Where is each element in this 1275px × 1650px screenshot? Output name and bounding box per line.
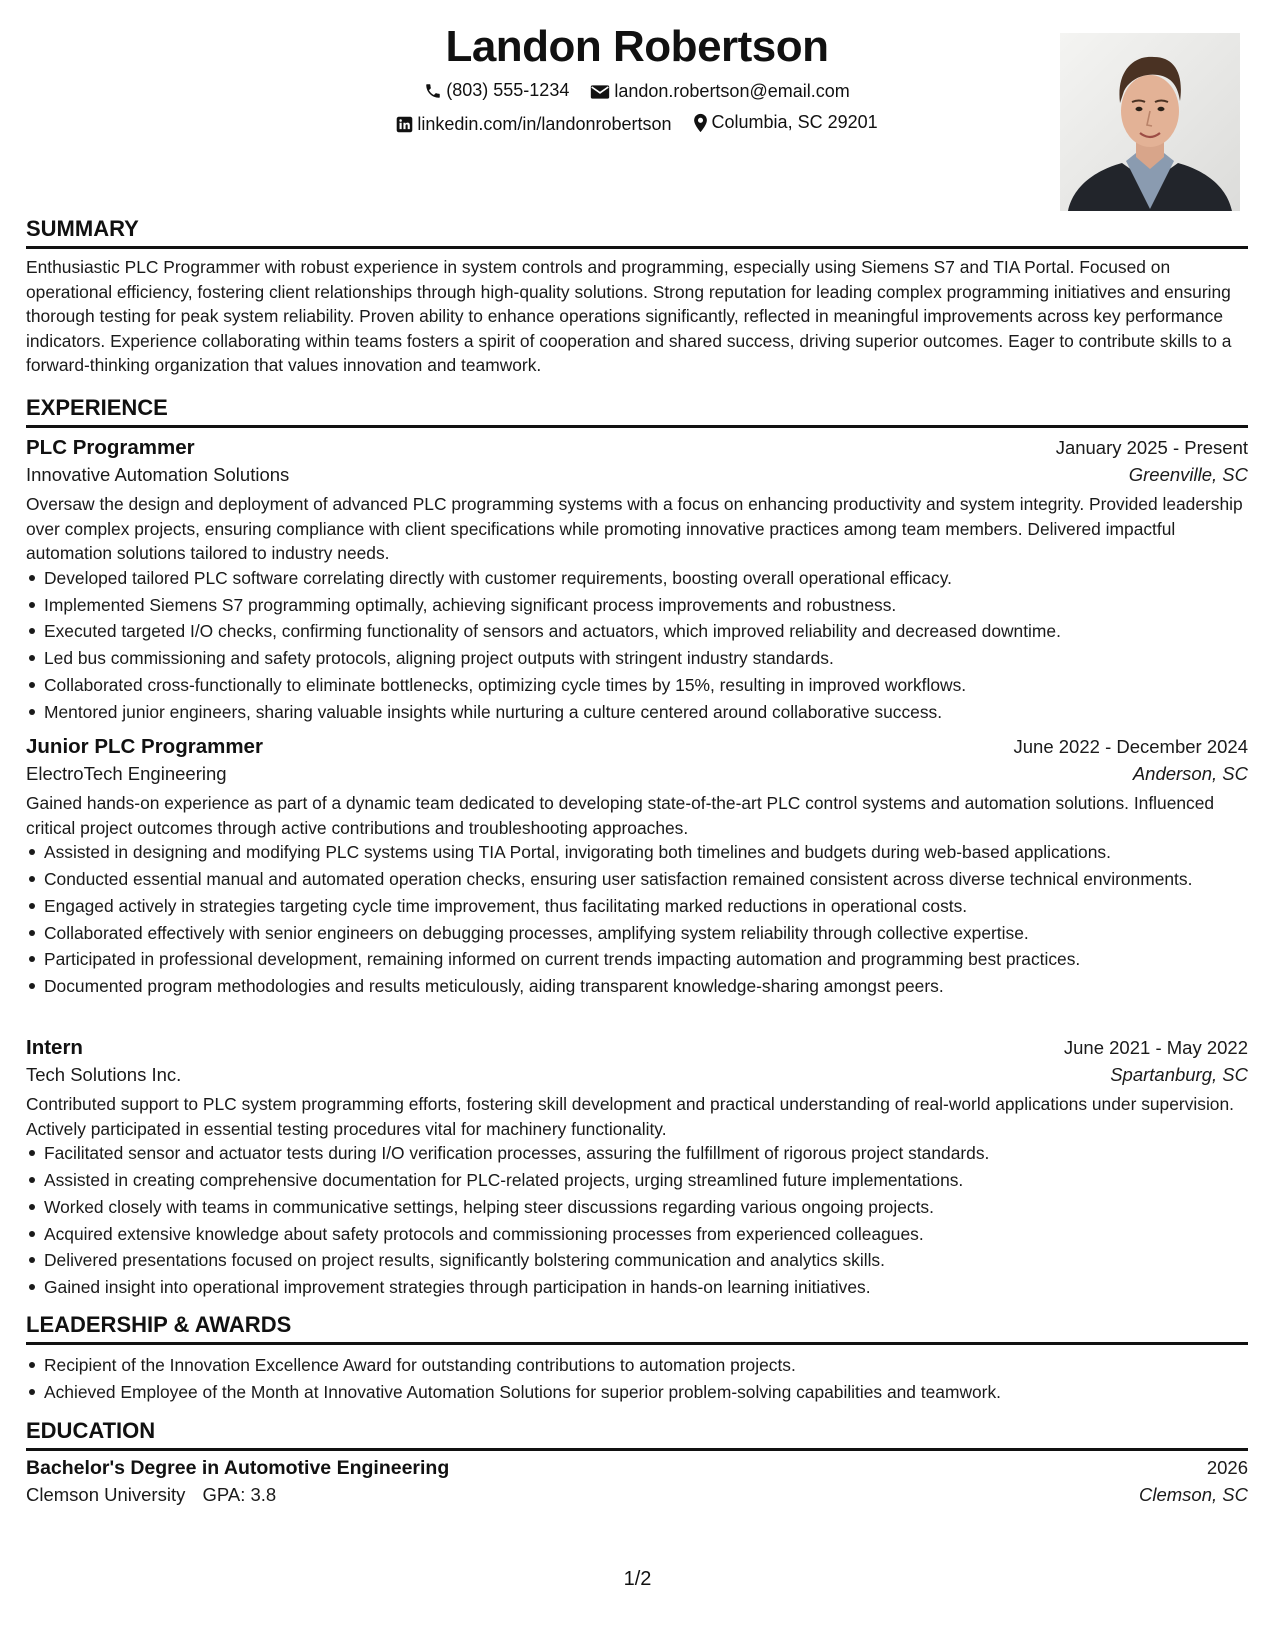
job-company-row [26,1064,1248,1086]
list-item: Delivered presentations focused on project results, significantly bolstering communication and analytics skills. [44,1248,1248,1272]
profile-photo [1060,33,1240,211]
email-text: landon.robertson@email.com [614,81,850,101]
list-item: Assisted in creating comprehensive documentation for PLC-related projects, urging streamlined future implementations. [44,1168,1248,1192]
list-item: Facilitated sensor and actuator tests during I/O verification processes, assuring the fulfillment of rigorous project standards. [44,1141,1248,1165]
education-header-row [26,1457,1248,1480]
resume-header [26,0,1248,220]
list-item: Executed targeted I/O checks, confirming functionality of sensors and actuators, which improved reliability and decreased downtime. [44,619,1248,643]
job-location: Greenville, SC [1128,464,1248,485]
job-dates: June 2022 - December 2024 [1013,736,1248,757]
experience-heading: EXPERIENCE [26,395,1248,428]
job-entry [26,1036,1248,1302]
job-company: Tech Solutions Inc. [26,1064,182,1085]
location-text: Columbia, SC 29201 [711,112,878,132]
location-contact [693,112,878,133]
candidate-name: Landon Robertson [445,22,829,71]
list-item: Collaborated effectively with senior engineers on debugging processes, amplifying system reliability through collective expertise. [44,921,1248,945]
list-item: Mentored junior engineers, sharing valuable insights while nurturing a culture centered around collaborative success. [44,700,1248,724]
job-bullets [26,1141,1248,1299]
job-title: Junior PLC Programmer [26,735,263,758]
job-entry [26,735,1248,1001]
list-item: Implemented Siemens S7 programming optimally, achieving significant process improvements and robustness. [44,593,1248,617]
list-item: Worked closely with teams in communicative settings, helping steer discussions regarding various ongoing projects. [44,1195,1248,1219]
job-title: Intern [26,1036,83,1059]
school-location: Clemson, SC [1139,1484,1248,1505]
job-description: Contributed support to PLC system programming efforts, fostering skill development and practical understanding of real-world applications under supervision. Actively participated in essential testing procedures vital for machinery functionality. [26,1094,1234,1139]
list-item: Recipient of the Innovation Excellence Award for outstanding contributions to automation projects. [44,1353,1248,1377]
job-company: Innovative Automation Solutions [26,464,290,485]
job-company: ElectroTech Engineering [26,763,227,784]
job-company-row [26,464,1248,486]
list-item: Developed tailored PLC software correlating directly with customer requirements, boosting overall operational efficacy. [44,566,1248,590]
experience-section [26,395,1248,428]
degree-title: Bachelor's Degree in Automotive Engineering [26,1457,450,1479]
list-item: Engaged actively in strategies targeting cycle time improvement, thus facilitating marked reductions in operational costs. [44,894,1248,918]
list-item: Documented program methodologies and results meticulously, aiding transparent knowledge-sharing amongst peers. [44,974,1248,998]
linkedin-icon [396,116,413,133]
leadership-section [26,1312,1248,1407]
job-description: Gained hands-on experience as part of a dynamic team dedicated to developing state-of-the-art PLC control systems and automation solutions. Influenced critical project outcomes through active contributions and troubleshooting approaches. [26,793,1215,838]
list-item: Led bus commissioning and safety protocols, aligning project outputs with stringent industry standards. [44,646,1248,670]
list-item: Participated in professional development, remaining informed on current trends impacting automation and programming best practices. [44,947,1248,971]
linkedin-contact[interactable] [396,114,671,135]
phone-text: (803) 555-1234 [446,80,570,100]
job-dates: June 2021 - May 2022 [1063,1037,1248,1058]
job-header-row [26,436,1248,460]
job-header-row [26,735,1248,759]
gpa: GPA: 3.8 [202,1484,277,1505]
education-heading: EDUCATION [26,1418,1248,1451]
job-header-row [26,1036,1248,1060]
graduation-year: 2026 [1206,1457,1248,1478]
phone-icon [424,82,442,100]
list-item: Conducted essential manual and automated operation checks, ensuring user satisfaction remained consistent across diverse technical environments. [44,867,1248,891]
job-dates: January 2025 - Present [1055,437,1248,458]
job-entry [26,436,1248,727]
summary-section [26,216,1248,378]
job-company-row [26,763,1248,785]
linkedin-text: linkedin.com/in/landonrobertson [417,113,672,134]
school-name: Clemson University [26,1484,186,1505]
education-school-row [26,1484,1248,1506]
job-bullets [26,566,1248,724]
phone-contact[interactable] [424,80,569,101]
job-title: PLC Programmer [26,436,195,459]
list-item: Assisted in designing and modifying PLC systems using TIA Portal, invigorating both timelines and budgets during web-based applications. [44,840,1248,864]
list-item: Acquired extensive knowledge about safety protocols and commissioning processes from experienced colleagues. [44,1222,1248,1246]
school-info [26,1484,276,1506]
summary-text: Enthusiastic PLC Programmer with robust experience in system controls and programming, especially using Siemens S7 and TIA Portal. Focused on operational efficiency, fostering client relationships through high-quality solutions. Strong reputation for leading complex programming initiatives and ensuring thorough testing for peak system reliability. Proven ability to enhance operations significantly, reflected in meaningful improvements across key performance indicators. Experience collaborating within teams fosters a spirit of cooperation and shared success, driving superior outcomes. Eager to contribute skills to a forward-thinking organization that values innovation and teamwork. [26,257,1232,376]
list-item: Gained insight into operational improvement strategies through participation in hands-on learning initiatives. [44,1275,1248,1299]
email-contact[interactable] [590,81,849,102]
job-bullets [26,840,1248,998]
list-item: Collaborated cross-functionally to eliminate bottlenecks, optimizing cycle times by 15%, resulting in improved workflows. [44,673,1248,697]
map-pin-icon [693,113,708,133]
job-location: Spartanburg, SC [1110,1064,1248,1085]
resume-page [26,0,1248,1650]
job-description: Oversaw the design and deployment of advanced PLC programming systems with a focus on enhancing productivity and system integrity. Provided leadership over complex projects, ensuring compliance with client specifications while promoting innovative practices among team members. Delivered impactful automation solutions tailored to industry needs. [26,494,1243,564]
job-location: Anderson, SC [1132,763,1248,784]
page-number: 1/2 [623,1568,652,1590]
leadership-bullets [26,1353,1248,1404]
list-item: Achieved Employee of the Month at Innovative Automation Solutions for superior problem-solving capabilities and teamwork. [44,1380,1248,1404]
summary-heading: SUMMARY [26,216,1248,249]
education-section [26,1418,1248,1506]
envelope-icon [590,84,610,100]
leadership-heading: LEADERSHIP & AWARDS [26,1312,1248,1345]
